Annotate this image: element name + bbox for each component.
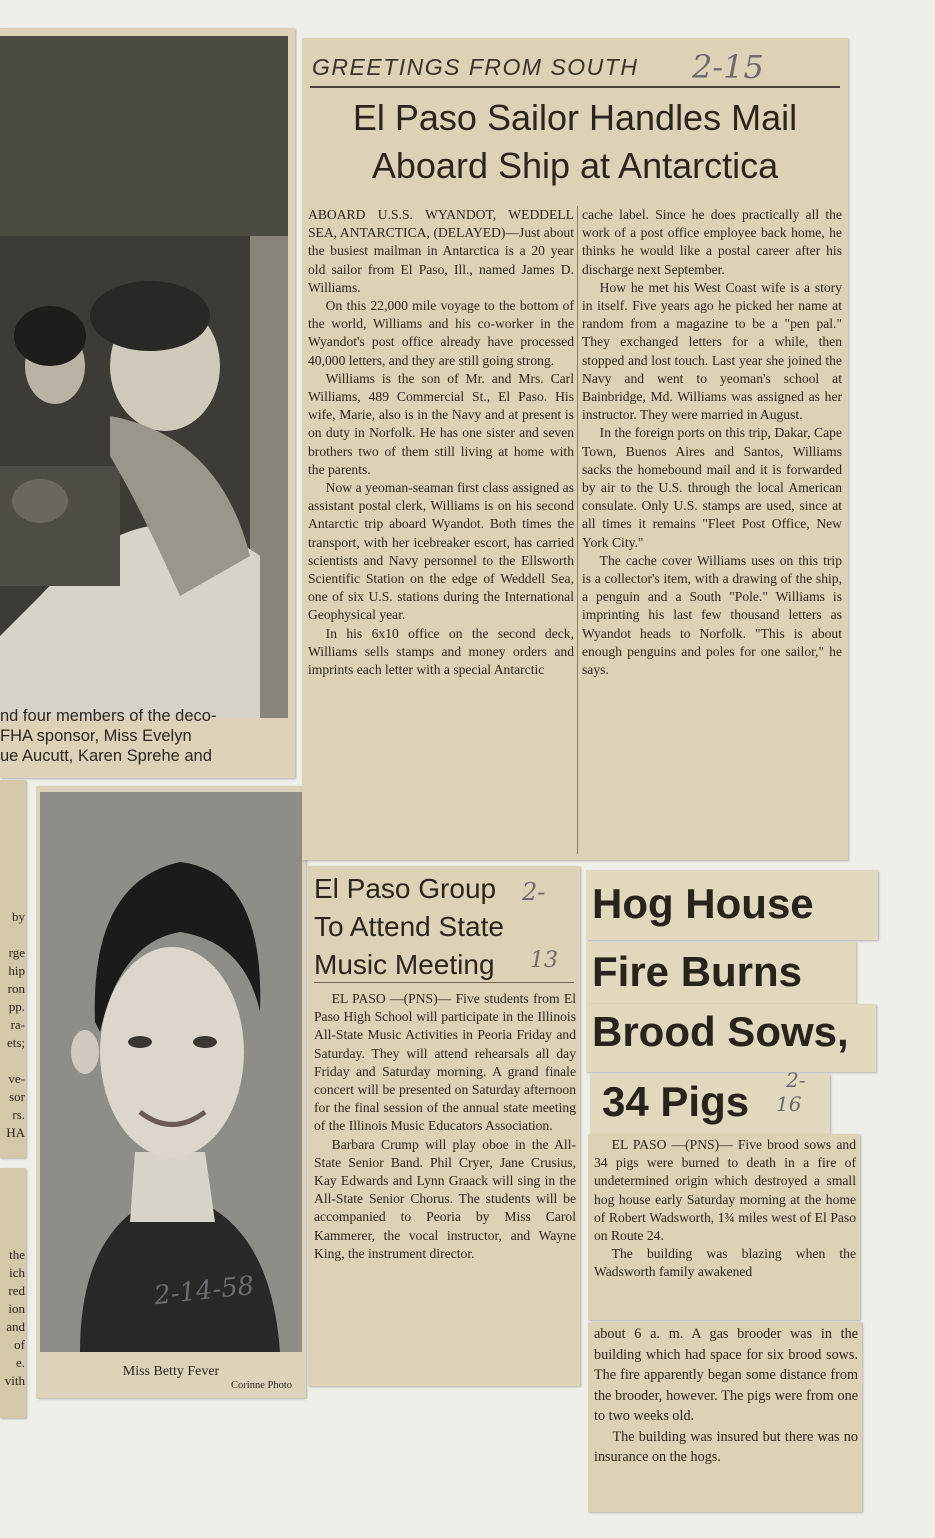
column-rule: [577, 206, 578, 854]
fragment-line: ve-: [8, 1071, 25, 1086]
fha-caption-line-3: ue Aucutt, Karen Sprehe and: [0, 747, 212, 765]
hog-para: EL PASO —(PNS)— Five brood sows and 34 pigs were burned to death in a fire of undetermined origin which destroyed a small hog house early Saturday morning at the home of Robert Wadsworth, 1¾ miles west of El Paso on Route 24.: [594, 1137, 856, 1244]
hog-headline-line-4: 34 Pigs: [602, 1078, 750, 1125]
fragment-line: rs.: [12, 1107, 25, 1122]
hog-body-clip-1: [588, 1134, 860, 1320]
hog-para: The building was blazing when the Wadsworth family awakened: [594, 1246, 856, 1280]
music-headline-line-3: Music Meeting: [314, 949, 495, 980]
sailor-col2-para: In the foreign ports on this trip, Dakar, Cape Town, Buenos Aires and Santos, Williams sacks the homebound mail and it is forwarded by air to the U.S. through the local American consulate. Only U.S. stamps are used, since at all times it remains "Fleet Post Office, New York City.": [582, 425, 842, 550]
hog-headline-line-2: Fire Burns: [592, 948, 803, 995]
fha-caption: [0, 706, 295, 766]
music-rule: [314, 982, 574, 983]
sailor-col1-para: In his 6x10 office on the second deck, Williams sells stamps and money orders and imprints each letter with a special Antarctic: [308, 625, 574, 678]
sailor-col2-para: How he met his West Coast wife is a story in itself. Five years ago he picked her name at random from a magazine to be a "pen pal." They exchanged letters for a while, then stopped and lost touch. Last year she joined the Navy and went to yeoman's school at Bainbridge, Md. Williams was assigned as her instructor. They were married in August.: [582, 279, 842, 423]
fragment-line: pp.: [8, 999, 25, 1014]
fha-photo-art: [0, 36, 288, 718]
sailor-col1-para: ABOARD U.S.S. WYANDOT, WEDDELL SEA, ANTARCTICA, (DELAYED)—Just about the busiest mailman in Antarctica is a 20 year old sailor from El Paso, Ill., named James D. Williams.: [308, 207, 574, 295]
fragment-line: sor: [9, 1089, 25, 1104]
music-para: Barbara Crump will play oboe in the All-State Senior Band. Phil Cryer, Jane Crusius, Kay Edwards and Lynn Graack will sing in the All-State Senior Chorus. The students will be accompanied to Peoria by Miss Carol Kammerer, the vocal instructor, and Wayne King, the instrument director.: [314, 1136, 576, 1261]
fragment-line: red: [8, 1283, 25, 1298]
fragment-line: ich: [9, 1265, 25, 1280]
sailor-article-clipping: [302, 38, 848, 860]
portrait-art: [40, 792, 302, 1352]
sailor-kicker: GREETINGS FROM SOUTH: [312, 54, 639, 80]
fragment-line: rge: [8, 945, 25, 960]
fragment-line: ra-: [10, 1017, 25, 1032]
hog-headline-clip-2: [586, 942, 856, 1004]
music-date-note-b: 13: [530, 948, 558, 973]
fragment-line: hip: [8, 963, 25, 978]
hog-date-note-b: 16: [776, 1092, 802, 1116]
sailor-date-note: 2-15: [692, 48, 764, 86]
fha-photo-clipping: [0, 28, 295, 778]
fragment-line: [1, 926, 25, 944]
portrait-date-note: 2-14-58: [152, 1270, 256, 1312]
sailor-col1-para: On this 22,000 mile voyage to the bottom of the world, Williams and his co-worker in the Wyandot's post office already have processed 40,000 letters, and they are still going strong.: [308, 298, 574, 368]
sailor-headline-line-2: Aboard Ship at Antarctica: [371, 145, 779, 186]
sailor-col1-para: Now a yeoman-seaman first class assigned as assistant postal clerk, Williams is on his second Antarctic trip aboard Wyandot. Both times the transport, with her icebreaker escort, has carried scientists and Navy personnel to the Ellsworth Scientific Station on the edge of Weddell Sea, one of six U.S. stations during the International Geophysical year.: [308, 480, 574, 623]
hog-headline-clip-1: [586, 870, 878, 940]
fha-caption-line-2: FHA sponsor, Miss Evelyn: [0, 727, 192, 745]
left-fragment-b-text: [1, 1228, 25, 1390]
music-headline-line-2: To Attend State: [314, 911, 504, 942]
music-date-note-a: 2-: [522, 878, 546, 906]
sailor-col2-para: cache label. Since he does practically all the work of a post office employee back home, he thinks he would like a postal career after his discharge next September.: [582, 207, 842, 277]
music-para: EL PASO —(PNS)— Five students from El Paso High School will participate in the Illinois All-State Music Activities in Peoria Friday and Saturday. They will attend rehearsals all day Friday and Saturday morning. A grand finale concert will be presented on Saturday afternoon for the final session of the annual state meeting of the Illinois Music Educators Association.: [314, 991, 576, 1134]
fragment-line: ron: [7, 981, 25, 996]
fragment-line: HA: [6, 1125, 25, 1140]
music-headline-line-1: El Paso Group: [314, 873, 497, 904]
kicker-rule: [310, 86, 840, 88]
hog-body-part-2: [594, 1324, 858, 1468]
fragment-line: and: [6, 1319, 25, 1334]
fragment-line: ion: [8, 1301, 25, 1316]
portrait-caption: Miss Betty Fever: [122, 1364, 220, 1379]
hog-body-part-1: [594, 1136, 856, 1282]
fragment-line: by: [12, 909, 25, 924]
sailor-headline: [302, 94, 848, 190]
fragment-line: the: [9, 1247, 25, 1262]
portrait-clipping: [36, 786, 306, 1398]
sailor-col1-para: Williams is the son of Mr. and Mrs. Carl Williams, 489 Commercial St., El Paso. His wife, Marie, also is in the Navy and at present is on duty in Norfolk. He has one sister and seven brothers two of them still living at home with the parents.: [308, 370, 574, 477]
hog-headline-clip-3: [586, 1004, 876, 1072]
hog-headline-line-1: Hog House: [592, 880, 814, 927]
hog-body-clip-2: [588, 1322, 862, 1512]
left-fragment-a: [0, 780, 26, 1158]
music-headline: [314, 870, 504, 984]
left-fragment-a-text: [1, 908, 25, 1142]
fragment-line: vith: [4, 1373, 25, 1388]
fha-group-photo: [0, 36, 288, 718]
sailor-column-1: [308, 206, 574, 679]
music-article-clipping: [308, 866, 580, 1386]
sailor-col2-para: The cache cover Williams uses on this trip is a collector's item, with a drawing of the ship, a penguin and a South "Pole." Williams is imprinting his last few thousand letters as Wyandot heads to Norfolk. "This is about enough penguins and poles for one sailor," he says.: [582, 552, 842, 678]
fragment-line: ets;: [6, 1035, 25, 1050]
fragment-line: e.: [15, 1355, 25, 1370]
fragment-line: [1, 1052, 25, 1070]
music-body: [314, 990, 576, 1263]
fragment-line: of: [14, 1337, 25, 1352]
hog-para: about 6 a. m. A gas brooder was in the building which had space for six brood sows. The fire apparently began some distance from the brooder, however. The pigs were from one to two weeks old.: [594, 1326, 858, 1424]
sailor-column-2: [582, 206, 842, 679]
portrait-photo: [40, 792, 302, 1352]
hog-date-note-a: 2-: [786, 1068, 806, 1092]
hog-para: The building was insured but there was no insurance on the hogs.: [594, 1428, 858, 1465]
portrait-credit: Corinne Photo: [231, 1380, 292, 1391]
fha-caption-line-1: nd four members of the deco-: [0, 707, 217, 725]
left-fragment-b: [0, 1168, 26, 1418]
sailor-headline-line-1: El Paso Sailor Handles Mail: [352, 97, 798, 138]
hog-headline-line-3: Brood Sows,: [592, 1008, 849, 1055]
fragment-line: [1, 1228, 25, 1246]
hog-headline-clip-4: [590, 1068, 830, 1134]
